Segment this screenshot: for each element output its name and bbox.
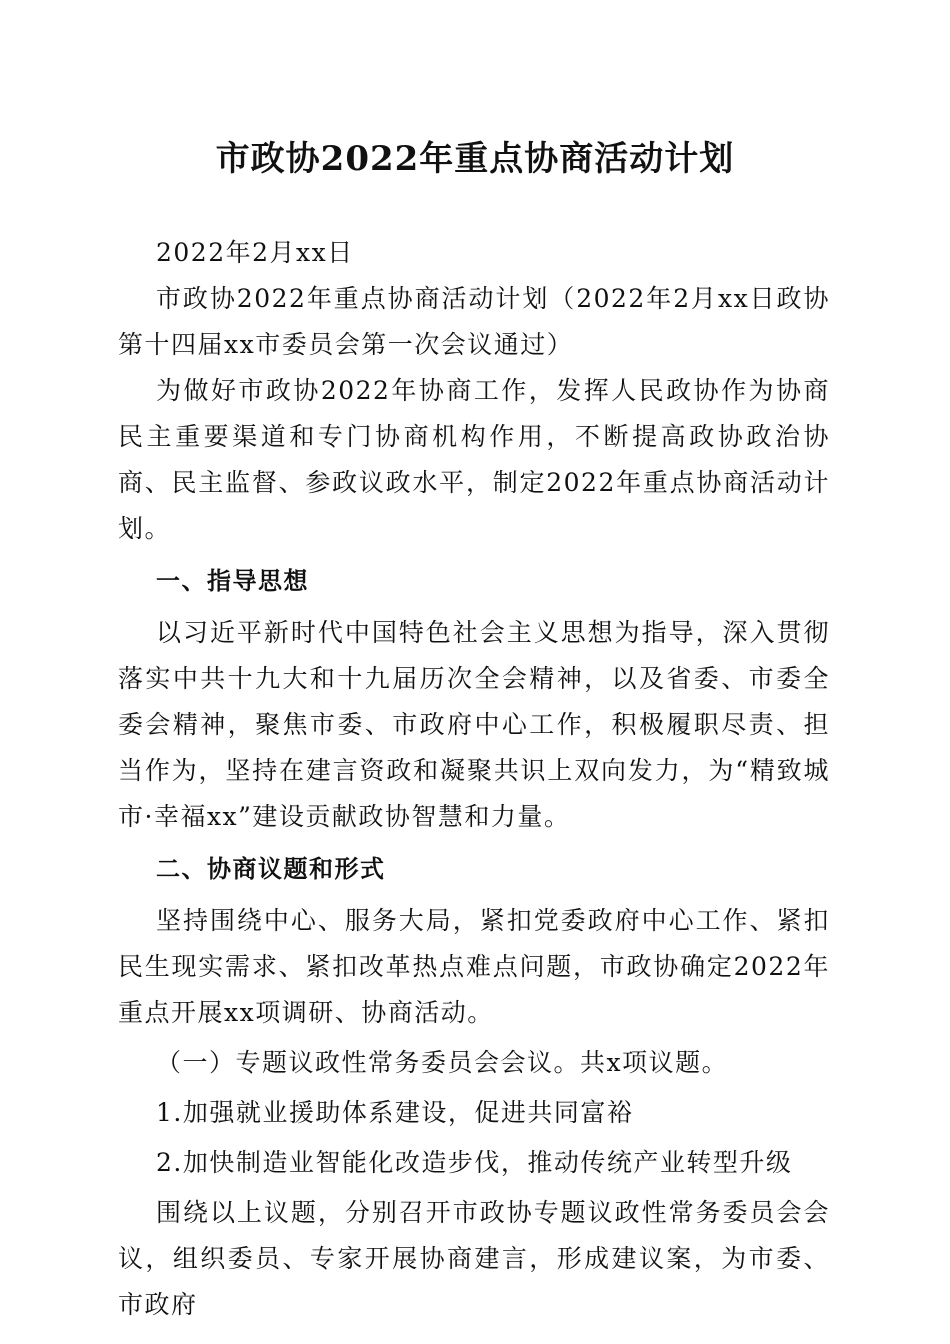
document-title: 市政协2022年重点协商活动计划 bbox=[215, 139, 735, 179]
document-date: 2022年2月xx日 bbox=[156, 238, 354, 267]
paragraph-closing: 围绕以上议题，分别召开市政协专题议政性常务委员会会议，组织委员、专家开展协商建言，形成建议案，为市委、市政府 bbox=[118, 1198, 830, 1319]
list-item-1: 1.加强就业援助体系建设，促进共同富裕 bbox=[156, 1098, 634, 1127]
paragraph-guiding-ideology: 以习近平新时代中国特色社会主义思想为指导，深入贯彻落实中共十九大和十九届历次全会精神，以及省委、市委全委会精神，聚焦市委、市政府中心工作，积极履职尽责、担当作为，坚持在建言资政和凝聚共识上双向发力，为“精致城市·幸福xx”建设贡献政协智慧和力量。 bbox=[118, 618, 830, 831]
paragraph-intro: 市政协2022年重点协商活动计划（2022年2月xx日政协第十四届xx市委员会第一次会议通过） bbox=[118, 284, 830, 359]
list-item-2: 2.加快制造业智能化改造步伐，推动传统产业转型升级 bbox=[156, 1148, 793, 1177]
document-body bbox=[118, 230, 830, 1328]
paragraph-topics-and-forms: 坚持围绕中心、服务大局，紧扣党委政府中心工作、紧扣民生现实需求、紧扣改革热点难点问题，市政协确定2022年重点开展xx项调研、协商活动。 bbox=[118, 906, 830, 1027]
subsection-standing-committee: （一）专题议政性常务委员会会议。共x项议题。 bbox=[156, 1048, 729, 1077]
section-heading-guiding-ideology: 一、指导思想 bbox=[156, 567, 309, 595]
section-heading-topics-and-forms: 二、协商议题和形式 bbox=[156, 855, 386, 883]
paragraph-purpose: 为做好市政协2022年协商工作，发挥人民政协作为协商民主重要渠道和专门协商机构作用，不断提高政协政治协商、民主监督、参政议政水平，制定2022年重点协商活动计划。 bbox=[118, 376, 830, 543]
